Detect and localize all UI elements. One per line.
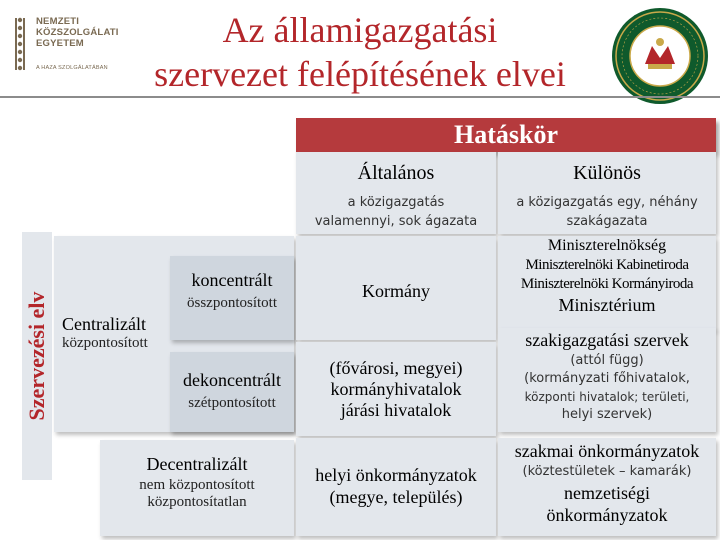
helyi-szervek-text: helyi szervek) <box>561 407 653 422</box>
decentralizalt-label: Decentralizált <box>146 454 248 474</box>
column-altalanos <box>296 152 496 234</box>
kozponti-text: központi hivatalok; területi, <box>524 390 690 404</box>
kormanyzati-text: (kormányzati főhivatalok, <box>524 371 690 386</box>
szervezesi-elv-label <box>22 232 52 480</box>
nemzetisegi-text: nemzetiségi <box>564 483 650 503</box>
cell-helyi <box>296 438 496 536</box>
logo-motto: A HAZA SZOLGÁLATÁBAN <box>36 65 108 71</box>
cell-kormany <box>296 236 496 340</box>
szetpontositott-label: szétpontosított <box>188 395 276 411</box>
cell-miniszterium <box>498 236 716 330</box>
szakigazgatasi-text: szakigazgatási szervek <box>525 330 689 350</box>
cell-onkormanyzatok <box>498 438 716 536</box>
logo-line-1: NEMZETI <box>36 16 80 27</box>
title-line-1: Az államigazgatási <box>222 10 498 50</box>
szakmai-text: szakmai önkormányzatok <box>514 441 700 461</box>
centralizalt-label-group <box>62 314 148 352</box>
kormanyhivatalok-text: kormányhivatalok <box>330 379 462 399</box>
title-line-2: szervezet felépítésének elvei <box>154 54 566 94</box>
seal-icon <box>610 6 710 106</box>
fovarosi-text: (fővárosi, megyei) <box>329 358 463 378</box>
dekoncentralt-block <box>170 352 294 432</box>
university-logo <box>10 14 130 78</box>
hataskor-header: Hatáskör <box>296 118 716 152</box>
kulonos-heading: Különös <box>573 162 641 184</box>
kozpontositott-label: központosított <box>62 335 148 351</box>
miniszterium-text: Minisztérium <box>558 295 656 315</box>
helyi-text: helyi önkormányzatok <box>315 465 477 485</box>
kabinetiroda-text: Miniszterelnöki Kabinetiroda <box>525 257 689 273</box>
kormanyiroda-text: Miniszterelnöki Kormányiroda <box>520 276 694 292</box>
attol-fugg-text: (attól függ) <box>570 353 644 368</box>
miniszterelnokseg-text: Miniszterelnökség <box>547 237 667 254</box>
altalanos-heading: Általános <box>357 162 435 184</box>
altalanos-desc: a közigazgatás valamennyi, sok ágazata <box>314 195 478 229</box>
koztestuletek-text: (köztestületek – kamarák) <box>522 464 692 479</box>
logo-line-3: EGYETEM <box>36 38 84 49</box>
kulonos-desc: a közigazgatás egy, néhány szakágazata <box>516 195 698 229</box>
onkormanyzatok-text: önkormányzatok <box>546 505 668 525</box>
ornament-icon <box>10 14 30 76</box>
page-title <box>130 8 590 96</box>
decentralizalt-block <box>100 440 294 536</box>
koncentralt-block <box>170 256 294 340</box>
column-kulonos <box>498 152 716 234</box>
divider <box>0 96 720 98</box>
megye-text: (megye, település) <box>329 487 463 507</box>
centralizalt-label: Centralizált <box>62 314 146 334</box>
nem-kozpontositott-label: nem központosított <box>139 477 255 493</box>
side-label-text: Szervezési elv <box>24 291 49 421</box>
osszpontositott-label: összpontosított <box>186 295 277 311</box>
cell-szakigazgatasi <box>498 328 716 432</box>
dekoncentralt-label: dekoncentrált <box>183 370 281 390</box>
cell-kormanyhivatalok <box>296 342 496 436</box>
logo-line-2: KÖZSZOLGÁLATI <box>36 27 119 38</box>
kormany-text: Kormány <box>362 281 430 301</box>
kozpontositatlan-label: központosítatlan <box>147 494 247 510</box>
koncentralt-label: koncentrált <box>191 270 273 290</box>
jarasi-text: járási hivatalok <box>340 400 452 420</box>
